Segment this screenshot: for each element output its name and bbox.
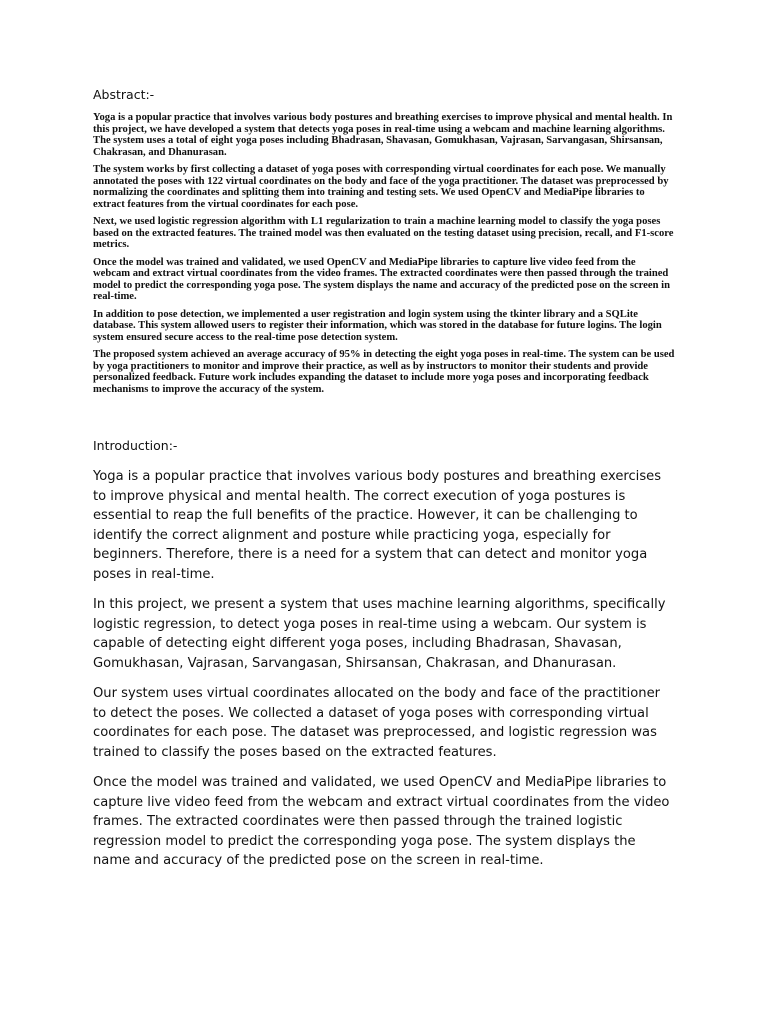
abstract-paragraph: Next, we used logistic regression algorithm with L1 regularization to train a machine learning model to classify the yoga poses based on the extracted features. The trained model was then evaluated on the testing dataset using precision, recall, and F1-score metrics. bbox=[93, 216, 674, 250]
introduction-paragraph: In this project, we present a system that uses machine learning algorithms, specifically logistic regression, to detect yoga poses in real-time using a webcam. Our system is capable of detecting eight different yoga poses, including Bhadrasan, Shavasan, Gomukhasan, Vajrasan, Sarvangasan, Shirsansan, Chakrasan, and Dhanurasan. bbox=[93, 597, 666, 671]
abstract-heading: Abstract:- bbox=[93, 87, 155, 102]
document-page bbox=[93, 86, 675, 882]
abstract-paragraph: Once the model was trained and validated, we used OpenCV and MediaPipe libraries to capture live video feed from the webcam and extract virtual coordinates from the video frames. The extracted coordinates were then passed through the trained model to predict the corresponding yoga pose. The system displays the name and accuracy of the predicted pose on the screen in real-time. bbox=[93, 256, 670, 302]
abstract-paragraph: The system works by first collecting a dataset of yoga poses with corresponding virtual coordinates for each pose. We manually annotated the poses with 122 virtual coordinates on the body and face of the yoga practitioner. The dataset was preprocessed by normalizing the coordinates and splitting them into training and testing sets. We used OpenCV and MediaPipe libraries to extract features from the virtual coordinates for each pose. bbox=[93, 164, 669, 210]
abstract-section bbox=[93, 86, 675, 395]
section-spacer bbox=[93, 401, 675, 437]
introduction-paragraph: Our system uses virtual coordinates allocated on the body and face of the practitioner to detect the poses. We collected a dataset of yoga poses with corresponding virtual coordinates for each pose. The dataset was preprocessed, and logistic regression was trained to classify the poses based on the extracted features. bbox=[93, 686, 661, 760]
introduction-paragraph: Yoga is a popular practice that involves various body postures and breathing exercises to improve physical and mental health. The correct execution of yoga postures is essential to reap the full benefits of the practice. However, it can be challenging to identify the correct alignment and posture while practicing yoga, especially for beginners. Therefore, there is a need for a system that can detect and monitor yoga poses in real-time. bbox=[93, 469, 662, 582]
introduction-heading: Introduction:- bbox=[93, 438, 178, 453]
abstract-paragraph: In addition to pose detection, we implemented a user registration and login system using the tkinter library and a SQLite database. This system allowed users to register their information, which was stored in the database for future logins. The login system ensured secure access to the real-time pose detection system. bbox=[93, 308, 662, 343]
abstract-paragraph: Yoga is a popular practice that involves various body postures and breathing exercises to improve physical and mental health. In this project, we have developed a system that detects yoga poses in real-time using a webcam and machine learning algorithms. The system uses a total of eight yoga poses including Bhadrasan, Shavasan, Gomukhasan, Vajrasan, Sarvangasan, Shirsansan, Chakrasan, and Dhanurasan. bbox=[93, 112, 673, 158]
abstract-paragraph: The proposed system achieved an average accuracy of 95% in detecting the eight yoga poses in real-time. The system can be used by yoga practitioners to monitor and improve their practice, as well as by instructors to monitor their students and provide personalized feedback. Future work includes expanding the dataset to include more yoga poses and incorporating feedback mechanisms to improve the accuracy of the system. bbox=[93, 349, 675, 395]
introduction-paragraph: Once the model was trained and validated, we used OpenCV and MediaPipe libraries to capture live video feed from the webcam and extract virtual coordinates from the video frames. The extracted coordinates were then passed through the trained logistic regression model to predict the corresponding yoga pose. The system displays the name and accuracy of the predicted pose on the screen in real-time. bbox=[93, 775, 670, 868]
introduction-section bbox=[93, 437, 675, 871]
